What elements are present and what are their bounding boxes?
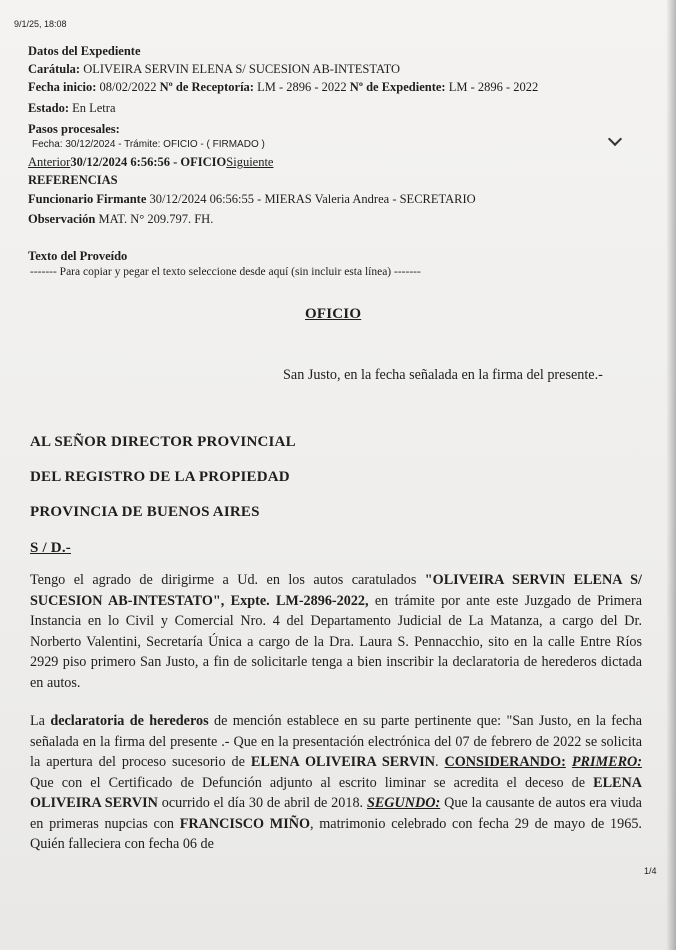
p2-spouse-name: FRANCISCO MIÑO: [179, 815, 310, 832]
referencias-heading: REFERENCIAS: [28, 173, 118, 187]
page-number: 1/4: [644, 866, 657, 876]
print-timestamp: 9/1/25, 18:08: [14, 19, 67, 29]
siguiente-link[interactable]: Siguiente: [226, 155, 274, 169]
caratula-row: [28, 62, 400, 77]
p1-case-title: "OLIVEIRA SERVIN ELENA S/ SUCESION AB-INTESTATO", Expte. LM-2896-2022,: [30, 572, 642, 609]
p2-declaratoria: declaratoria de herederos: [50, 713, 209, 729]
p2-text-e: .: [434, 754, 445, 770]
fecha-inicio-value: 08/02/2022: [99, 80, 157, 94]
estado-label: Estado:: [28, 101, 69, 115]
pasos-navigation: [28, 155, 273, 170]
p2-text-c: de mención establece en su parte pertinente que: "San Justo, en la fecha señalada en la firma del presente .- Que en la presentación electrónica del 07 de febrero de 2022 se solicita la apertura del proceso sucesorio de: [30, 713, 642, 770]
page-edge-shadow: [666, 0, 676, 950]
chevron-down-icon[interactable]: [608, 132, 622, 146]
p2-considerando: CONSIDERANDO:: [444, 754, 566, 770]
receptoria-label: Nº de Receptoría:: [159, 80, 254, 94]
caratula-label: Carátula:: [28, 62, 81, 76]
sd-line: S / D.-: [30, 540, 71, 556]
receptoria-value: LM - 2896 - 2022: [257, 80, 347, 94]
p2-text-a: La: [30, 713, 51, 729]
nro-expediente-label: Nº de Expediente:: [349, 80, 446, 94]
place-date: San Justo, en la fecha señalada en la firma del presente.-: [283, 367, 603, 383]
p2-causante-name: ELENA OLIVEIRA SERVIN: [250, 754, 435, 770]
addressee-line-1: AL SEÑOR DIRECTOR PROVINCIAL: [30, 434, 296, 450]
p2-causante-name-2: ELENA OLIVEIRA SERVIN: [30, 774, 642, 811]
p2-text-k: ocurrido el día 30 de abril de 2018.: [157, 795, 367, 811]
current-step: 30/12/2024 6:56:56 - OFICIO: [70, 155, 227, 169]
observacion-row: [28, 212, 213, 227]
funcionario-value: 30/12/2024 06:56:55 - MIERAS Valeria Andrea - SECRETARIO: [149, 192, 476, 206]
pasos-fecha-line: Fecha: 30/12/2024 - Trámite: OFICIO - ( FIRMADO ): [32, 139, 265, 150]
funcionario-label: Funcionario Firmante: [28, 192, 147, 206]
copy-hint: ------- Para copiar y pegar el texto seleccione desde aquí (sin incluir esta línea) -------: [30, 266, 421, 278]
oficio-title: OFICIO: [305, 306, 362, 322]
p2-text-i: Que con el Certificado de Defunción adjunto al escrito liminar se acredita el deceso de: [30, 774, 594, 791]
estado-value: En Letra: [72, 101, 116, 115]
p1-text-c: en trámite por ante este Juzgado de Primera Instancia en lo Civil y Comercial Nro. 4 del Departamento Judicial de La Matanza, a cargo del Dr. Norberto Valentini, Secretaría Única a cargo de la Dra. Laura S. Pennacchio, sito en la calle Entre Ríos 2929 piso primero San Justo, a fin de solicitarle tenga a bien inscribir la declaratoria de herederos dictada en autos.: [30, 592, 642, 691]
p2-text-m: Que la causante de autos era viuda en primeras nupcias con: [30, 795, 642, 832]
estado-row: [28, 101, 116, 116]
anterior-link[interactable]: Anterior: [28, 155, 71, 169]
expediente-heading: Datos del Expediente: [28, 44, 141, 58]
p2-primero: PRIMERO:: [571, 754, 643, 770]
caratula-value: OLIVEIRA SERVIN ELENA S/ SUCESION AB-INTESTATO: [83, 62, 401, 76]
fecha-inicio-label: Fecha inicio:: [28, 80, 97, 94]
p1-text-a: Tengo el agrado de dirigirme a Ud. en los autos caratulados: [30, 572, 425, 588]
paragraph-2: [30, 711, 642, 855]
addressee-line-2: DEL REGISTRO DE LA PROPIEDAD: [30, 469, 290, 485]
p2-segundo: SEGUNDO:: [366, 795, 441, 811]
addressee-line-3: PROVINCIA DE BUENOS AIRES: [30, 504, 260, 520]
p2-text-o: , matrimonio celebrado con fecha 29 de mayo de 1965. Quién falleciera con fecha 06 de: [30, 815, 642, 852]
pasos-heading: Pasos procesales:: [28, 122, 120, 136]
funcionario-row: [28, 192, 476, 207]
proveido-heading: Texto del Proveído: [28, 249, 128, 263]
fecha-inicio-row: [28, 80, 538, 95]
paragraph-1: [30, 570, 642, 693]
observacion-value: MAT. N° 209.797. FH.: [98, 212, 214, 226]
observacion-label: Observación: [28, 212, 96, 226]
nro-expediente-value: LM - 2896 - 2022: [448, 80, 539, 94]
